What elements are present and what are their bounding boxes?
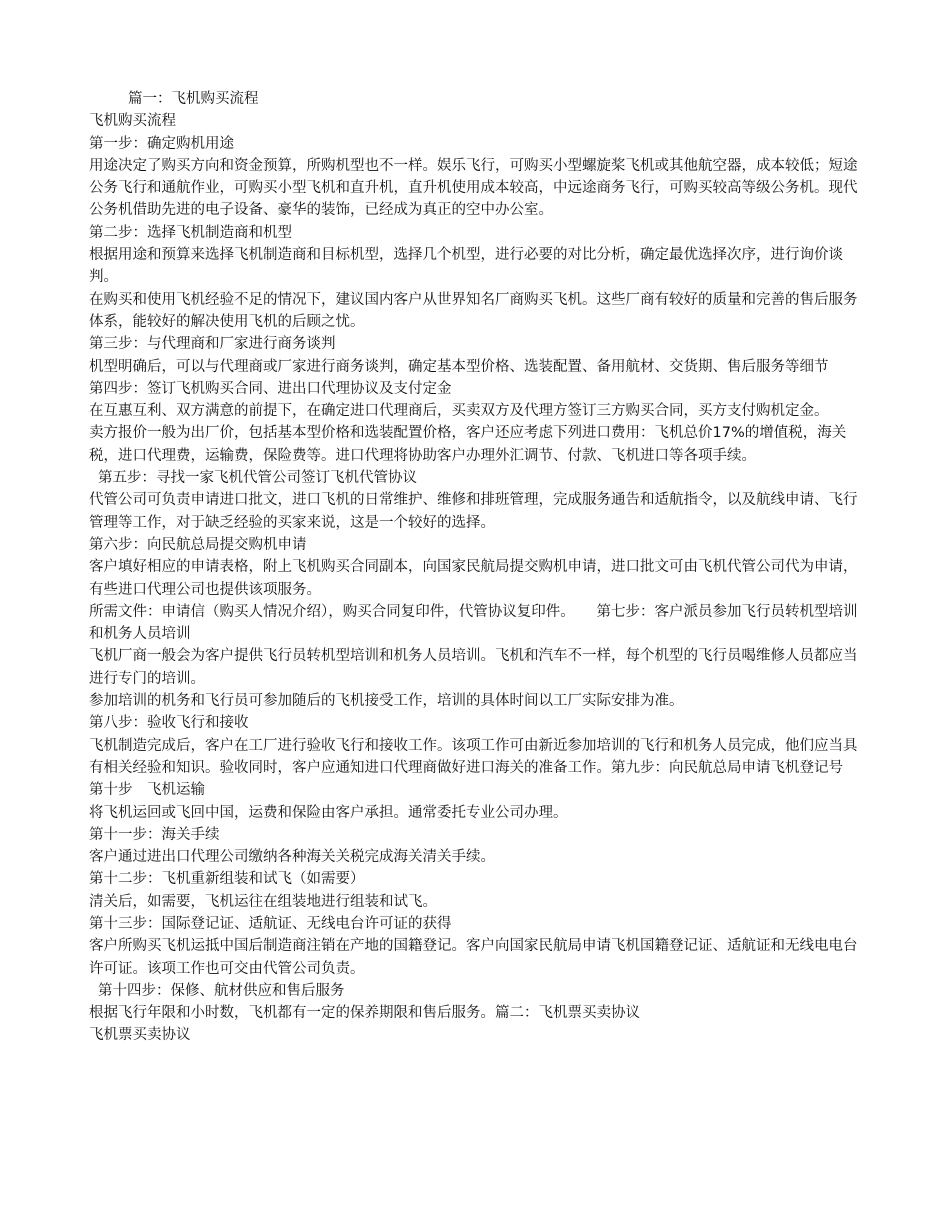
step-heading: 第一步：确定购机用途	[89, 135, 234, 152]
paragraph: 清关后，如需要，飞机运往在组装地进行组装和试飞。	[89, 893, 437, 910]
step-heading: 第六步：向民航总局提交购机申请	[89, 536, 307, 553]
step-heading: 第十一步：海关手续	[89, 826, 220, 843]
paragraph: 参加培训的机务和飞行员可参加随后的飞机接受工作，培训的具体时间以工厂实际安排为准。	[89, 693, 684, 710]
step-heading: 第十步 飞机运输	[89, 782, 205, 799]
paragraph: 卖方报价一般为出厂价，包括基本型价格和选装配置价格，客户还应考虑下列进口费用：飞机总价17%的增值税，海关税，进口代理费，运输费，保险费等。进口代理将协助客户办理外汇调节、付款、飞机进口等各项手续。	[89, 425, 847, 464]
paragraph: 机型明确后，可以与代理商或厂家进行商务谈判，确定基本型价格、选装配置、备用航材、交货期、售后服务等细节	[89, 358, 829, 375]
paragraph: 客户填好相应的申请表格，附上飞机购买合同副本，向国家民航局提交购机申请，进口批文可由飞机代管公司代为申请，有些进口代理公司也提供该项服务。	[89, 559, 858, 598]
paragraph: 在互惠互利、双方满意的前提下，在确定进口代理商后，买卖双方及代理方签订三方购买合同，买方支付购机定金。	[89, 403, 829, 420]
paragraph: 在购买和使用飞机经验不足的情况下，建议国内客户从世界知名厂商购买飞机。这些厂商有较好的质量和完善的售后服务体系，能较好的解决使用飞机的后顾之忧。	[89, 291, 858, 330]
step-heading: 第十二步：飞机重新组装和试飞（如需要）	[89, 871, 365, 888]
step-heading: 第三步：与代理商和厂家进行商务谈判	[89, 336, 336, 353]
doc-title: 飞机票买卖协议	[89, 1027, 191, 1044]
paragraph: 所需文件：申请信（购买人情况介绍），购买合同复印件，代管协议复印件。 第七步：客户派员参加飞行员转机型培训和机务人员培训	[89, 603, 858, 643]
paragraph: 飞机制造完成后，客户在工厂进行验收飞行和接收工作。该项工作可由新近参加培训的飞行和机务人员完成，他们应当具有相关经验和知识。验收同时，客户应通知进口代理商做好进口海关的准备工作。第九步：向民航总局申请飞机登记号	[89, 737, 858, 776]
document-page	[89, 88, 861, 1047]
doc-heading: 篇一：飞机购买流程	[128, 91, 259, 107]
step-heading: 第十四步：保修、航材供应和售后服务	[98, 982, 345, 999]
step-heading: 第十三步：国际登记证、适航证、无线电台许可证的获得	[89, 915, 452, 932]
step-heading: 第二步：选择飞机制造商和机型	[89, 224, 292, 241]
paragraph: 根据飞行年限和小时数，飞机都有一定的保养期限和售后服务。篇二：飞机票买卖协议	[89, 1005, 640, 1022]
step-heading: 第八步：验收飞行和接收	[89, 715, 249, 732]
step-heading: 第四步：签订飞机购买合同、进出口代理协议及支付定金	[89, 380, 452, 397]
paragraph: 客户通过进出口代理公司缴纳各种海关关税完成海关清关手续。	[89, 849, 495, 866]
paragraph: 客户所购买飞机运抵中国后制造商注销在产地的国籍登记。客户向国家民航局申请飞机国籍登记证、适航证和无线电电台许可证。该项工作也可交由代管公司负责。	[89, 938, 858, 977]
paragraph: 将飞机运回或飞回中国，运费和保险由客户承担。通常委托专业公司办理。	[89, 804, 568, 821]
step-heading: 第五步：寻找一家飞机代管公司签订飞机代管协议	[98, 470, 417, 487]
paragraph: 根据用途和预算来选择飞机制造商和目标机型，选择几个机型，进行必要的对比分析，确定最优选择次序，进行询价谈判。	[89, 247, 843, 286]
paragraph: 用途决定了购买方向和资金预算，所购机型也不一样。娱乐飞行，可购买小型螺旋桨飞机或其他航空器，成本较低；短途公务飞行和通航作业，可购买小型飞机和直升机，直升机使用成本较高，中远途商务飞行，可购买较高等级公务机。现代公务机借助先进的电子设备、豪华的装饰，已经成为真正的空中办公室。	[89, 157, 858, 219]
doc-title: 飞机购买流程	[89, 113, 176, 130]
paragraph: 飞机厂商一般会为客户提供飞行员转机型培训和机务人员培训。飞机和汽车不一样，每个机型的飞行员喝维修人员都应当进行专门的培训。	[89, 648, 858, 687]
paragraph: 代管公司可负责申请进口批文，进口飞机的日常维护、维修和排班管理，完成服务通告和适航指令，以及航线申请、飞行管理等工作，对于缺乏经验的买家来说，这是一个较好的选择。	[89, 492, 858, 531]
